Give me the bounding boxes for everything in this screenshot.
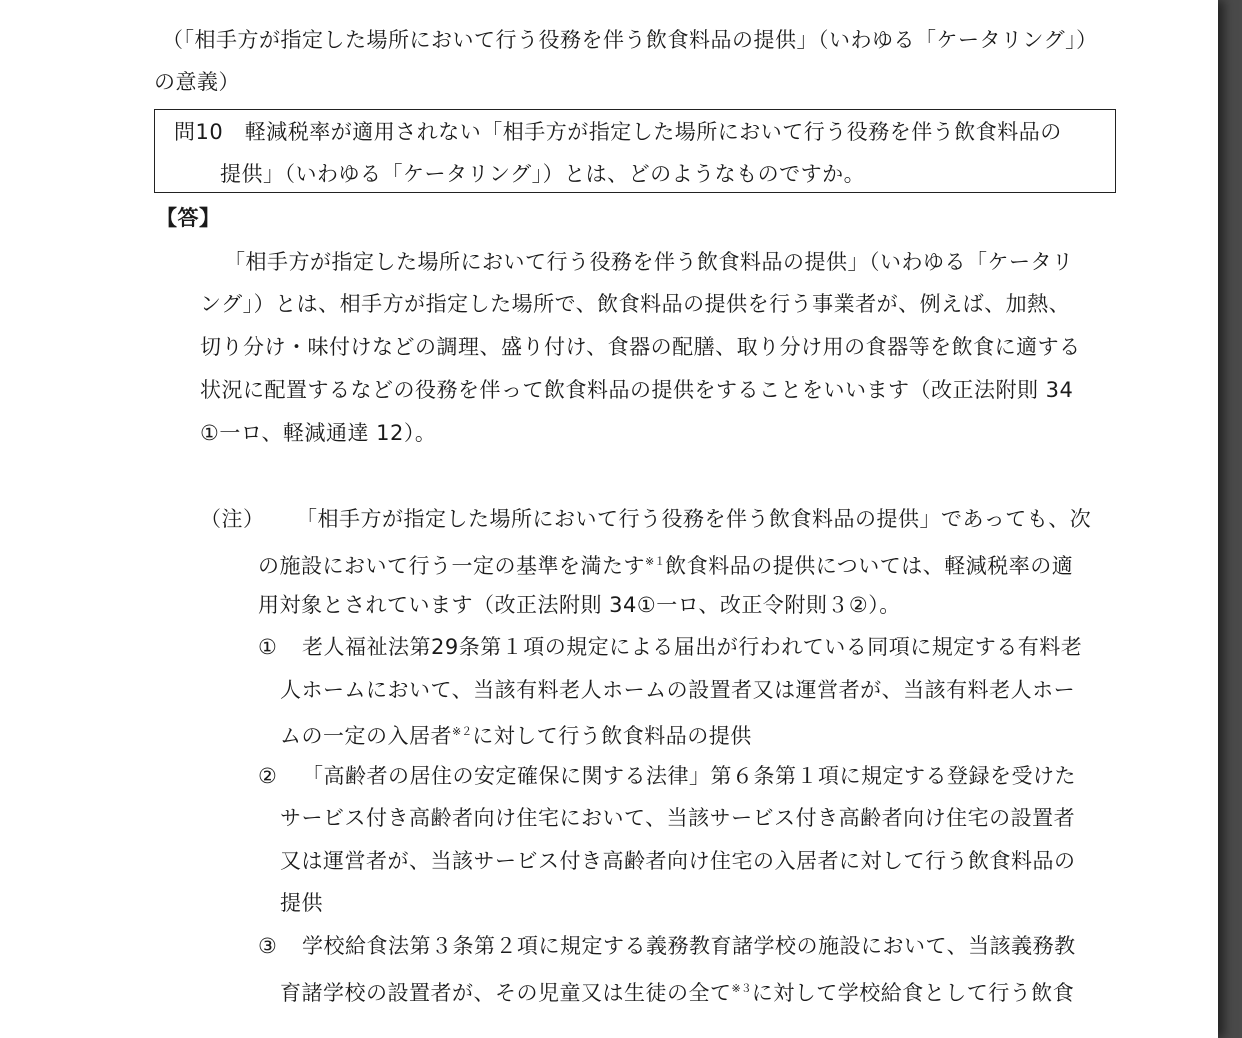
item-1-line-3-text-a: ムの一定の入居者 bbox=[280, 724, 452, 748]
item-1-line-1: 老人福祉法第29条第１項の規定による届出が行われている同項に規定する有料老 bbox=[302, 635, 1083, 659]
footnote-mark-1: ※１ bbox=[645, 555, 666, 568]
question-line-1: 問10 軽減税率が適用されない「相手方が指定した場所において行う役務を伴う飲食料品の bbox=[174, 120, 1062, 144]
answer-line-5: ①一ロ、軽減通達 12）。 bbox=[200, 421, 437, 445]
item-1-line-3 bbox=[280, 719, 752, 749]
item-2-line-2: サービス付き高齢者向け住宅において、当該サービス付き高齢者向け住宅の設置者 bbox=[280, 806, 1076, 830]
item-3-number: ③ bbox=[258, 934, 278, 958]
answer-line-2: ング」）とは、相手方が指定した場所で、飲食料品の提供を行う事業者が、例えば、加熱、 bbox=[200, 292, 1071, 316]
item-2-number: ② bbox=[258, 764, 278, 788]
item-2-line-3: 又は運営者が、当該サービス付き高齢者向け住宅の入居者に対して行う飲食料品の bbox=[280, 849, 1076, 873]
heading-line-2: の意義） bbox=[154, 70, 240, 94]
note-line-1: 「相手方が指定した場所において行う役務を伴う飲食料品の提供」であっても、次 bbox=[296, 507, 1092, 531]
heading-line-1: （「相手方が指定した場所において行う役務を伴う飲食料品の提供」（いわゆる「ケータリング」） bbox=[162, 28, 1098, 52]
question-line-2: 提供」（いわゆる「ケータリング」）とは、どのようなものですか。 bbox=[220, 162, 866, 186]
item-3-line-2-text-b: に対して学校給食として行う飲食 bbox=[751, 981, 1075, 1005]
item-1-line-2: 人ホームにおいて、当該有料老人ホームの設置者又は運営者が、当該有料老人ホー bbox=[280, 678, 1076, 702]
footnote-mark-2: ※２ bbox=[452, 725, 473, 738]
item-1-number: ① bbox=[258, 635, 278, 659]
item-2-line-4: 提供 bbox=[280, 891, 323, 915]
item-2-line-1: 「高齢者の居住の安定確保に関する法律」第６条第１項に規定する登録を受けた bbox=[302, 764, 1076, 788]
note-label: （注） bbox=[200, 507, 265, 531]
item-3-line-2-text-a: 育諸学校の設置者が、その児童又は生徒の全て bbox=[280, 981, 732, 1005]
item-3-line-2 bbox=[280, 976, 1074, 1006]
note-line-2 bbox=[258, 549, 1073, 579]
footnote-mark-3: ※３ bbox=[731, 982, 752, 995]
note-line-2-text-a: の施設において行う一定の基準を満たす bbox=[258, 554, 645, 578]
answer-label: 【答】 bbox=[156, 206, 221, 230]
note-line-3: 用対象とされています（改正法附則 34①一ロ、改正令附則３②）。 bbox=[258, 593, 901, 617]
answer-line-1: 「相手方が指定した場所において行う役務を伴う飲食料品の提供」（いわゆる「ケータリ bbox=[224, 250, 1074, 274]
answer-line-4: 状況に配置するなどの役務を伴って飲食料品の提供をすることをいいます（改正法附則 34 bbox=[200, 378, 1074, 402]
answer-line-3: 切り分け・味付けなどの調理、盛り付け、食器の配膳、取り分け用の食器等を飲食に適する bbox=[200, 335, 1081, 359]
note-line-2-text-b: 飲食料品の提供については、軽減税率の適 bbox=[665, 554, 1074, 578]
item-1-line-3-text-b: に対して行う飲食料品の提供 bbox=[472, 724, 752, 748]
item-3-line-1: 学校給食法第３条第２項に規定する義務教育諸学校の施設において、当該義務教 bbox=[302, 934, 1076, 958]
